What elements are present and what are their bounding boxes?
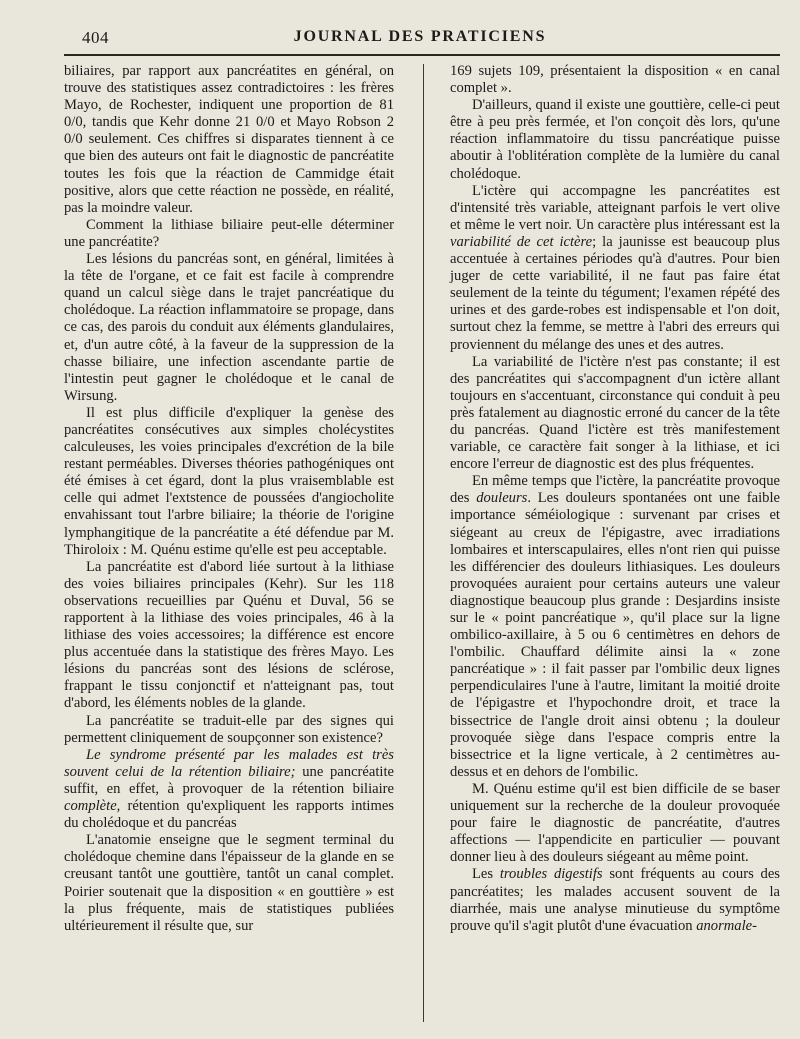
text: En même temps que l'ictère, la pancréatite provoque des	[450, 473, 780, 507]
paragraph: La pancréatite est d'abord liée surtout à la lithiase des voies biliaires principales (Kehr). Sur les 118 observations recueillies par Quénu et Duval, 56 se rapportent à la lithiase des voies principales, 46 à la lithiase des voies accessoires; la différence est encore plus accentuée dans la statistique des frères Mayo. Les lésions du pancréas sont des lésions de sclérose, frappant le tissu conjonctif et n'atteignant pas, tout d'abord, les éléments nobles de la glande.	[64, 558, 394, 712]
text: Les	[472, 866, 500, 883]
italic-text: complète,	[64, 798, 121, 815]
page-header	[60, 28, 780, 50]
text: ; la jaunisse est beaucoup plus accentuée à certaines périodes qu'à d'autres. Pour bien juger de cette variabilité, il ne faut pas faire état seulement de la teinte du tégument; l'examen répété des urines et des garde-robes est indispensable et l'on doit, surtout chez la femme, se mettre à l'abri des erreurs qui proviennent du mélange des unes et des autres.	[450, 233, 780, 353]
italic-text: douleurs	[476, 490, 528, 507]
paragraph	[450, 866, 780, 934]
text: . Les douleurs spontanées ont une faible importance séméiologique : survenant par crises et siégeant au creux de l'épigastre, avec irradiations lombaires et interscapulaires, elles n'ont rien qui puisse les différencier des douleurs lithiasiques. Les douleurs provoquées auraient pour certains auteurs une valeur diagnostique beaucoup plus grande : Desjardins insiste sur le « point pancréatique », qu'il place sur la ligne ombilico-axillaire, à 5 ou 6 centimètres en dehors de l'ombilic. Chauffard délimite ainsi la « zone pancréatique » : il fait passer par l'ombilic deux lignes perpendiculaires l'une à l'autre, limitant la moitié droite de l'épigastre et l'hypochondre droit, et trace la bissectrice de l'angle droit ainsi obtenu ; la douleur provoquée siège dans l'espace compris entre la bissectrice et la ligne verticale, à 2 centimètres au-dessus et en dehors de l'ombilic.	[450, 490, 781, 780]
paragraph: La pancréatite se traduit-elle par des signes qui permettent cliniquement de soupçonner son existence?	[64, 712, 394, 746]
header-rule	[64, 54, 780, 56]
text: rétention qu'expliquent les rapports intimes du cholédoque et du pancréas	[64, 798, 394, 832]
paragraph: biliaires, par rapport aux pancréatites en général, on trouve des statistiques assez contradictoires : les frères Mayo, de Rochester, indiquent une proportion de 81 0/0, tandis que Kehr donne 21 0/0 et Mayo Robson 2 0/0 seulement. Ces chiffres si disparates tiennent à ce que bien des auteurs ont fait le diagnostic de pancréatite toutes les fois que la réaction de Cammidge était positive, alors que cette réaction ne possède, en réalité, pas la moindre valeur.	[64, 63, 394, 216]
italic-text: troubles digestifs	[499, 866, 603, 883]
paragraph: La variabilité de l'ictère n'est pas constante; il est des pancréatites qui s'accompagnent d'un ictère allant toujours en s'accentuant, circonstance qui conduit à peu près fatalement au diagnostic erroné du cancer de la tête du pancréas. Quand l'ictère est très manifestement variable, ce caractère fait songer à la lithiase, et ici encore l'erreur de diagnostic est des plus fréquentes.	[450, 353, 780, 473]
text: sont fréquents au cours des pancréatites; les malades accusent souvent de la diarrhée, mais une analyse minutieuse du symptôme prouve qu'il s'agit plutôt d'une évacuation	[450, 866, 780, 934]
paragraph: 169 sujets 109, présentaient la disposition « en canal complet ».	[450, 63, 780, 97]
text: L'ictère qui accompagne les pancréatites est d'intensité très variable, atteignant parfois le vert olive et même le vert noir. Un caractère plus intéressant est la	[450, 182, 780, 233]
paragraph	[64, 747, 394, 832]
text: une pancréatite suffit, en effet, à provoquer de la rétention biliaire	[64, 763, 394, 797]
italic-text: variabilité de cet ictère	[450, 233, 593, 250]
page-number: 404	[82, 28, 109, 47]
paragraph: L'anatomie enseigne que le segment terminal du cholédoque chemine dans l'épaisseur de la glande en se creusant tantôt une gouttière, tantôt un canal complet. Poirier soutenait que la disposition « en gouttière » est la plus fréquente, mais de statistiques publiées ultérieurement il résulte que, sur	[64, 832, 394, 934]
paragraph: Les lésions du pancréas sont, en général, limitées à la tête de l'organe, et ce fait est facile à comprendre quand un calcul siège dans le trajet pancréatique du cholédoque. La réaction inflammatoire se propage, dans ce cas, des parois du conduit aux éléments glandulaires, et, d'un autre côté, à la faveur de la suppression de la chasse biliaire, une infection ascendante partie de l'intestin peut gagner le cholédoque et le canal de Wirsung.	[64, 251, 394, 404]
paragraph: Comment la lithiase biliaire peut-elle déterminer une pancréatite?	[64, 216, 394, 250]
paragraph	[450, 183, 780, 354]
column-divider	[423, 64, 424, 1022]
running-title: JOURNAL DES PRATICIENS	[293, 28, 547, 45]
paragraph: M. Quénu estime qu'il est bien difficile de se baser uniquement sur la recherche de la douleur provoquée pour faire le diagnostic de pancréatite, d'autres affections — l'appendicite en particulier — pouvant donner lieu à des douleurs siégeant au même point.	[450, 780, 780, 866]
italic-text: Le syndrome présenté par les malades est très souvent celui de la rétention biliaire;	[64, 746, 394, 780]
left-column	[64, 63, 394, 935]
paragraph: Il est plus difficile d'expliquer la genèse des pancréatites consécutives aux simples cholécystites calculeuses, les voies principales d'excrétion de la bile restant perméables. Diverses théories pathogéniques ont été émises à cet égard, dont la plus vraisemblable est celle qui admet l'extstence de poussées d'angiocholite envahissant tout l'arbre biliaire; la théorie de l'origine lymphangitique de la pancréatite a été défendue par M. Thiroloix : M. Quénu estime qu'elle est peu acceptable.	[64, 404, 394, 558]
paragraph: D'ailleurs, quand il existe une gouttière, celle-ci peut être à peu près fermée, et l'on conçoit dès lors, qu'une réaction inflammatoire du tissu pancréatique puisse aboutir à l'oblitération complète de la lumière du canal cholédoque.	[450, 97, 780, 182]
right-column	[450, 63, 780, 935]
paragraph	[450, 473, 780, 781]
italic-text: anormale-	[696, 917, 758, 934]
